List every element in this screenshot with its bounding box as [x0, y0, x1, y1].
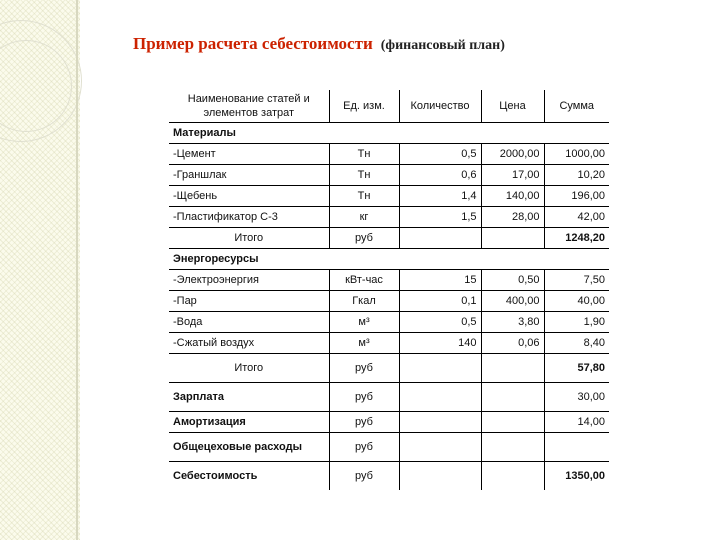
total-label: Итого — [169, 228, 329, 249]
total-unit: руб — [329, 354, 399, 383]
item-price: 2000,00 — [481, 144, 544, 165]
item-price: 3,80 — [481, 312, 544, 333]
item-name: -Вода — [169, 312, 329, 333]
page-title — [133, 34, 505, 54]
summary-row — [169, 462, 609, 491]
item-unit: Тн — [329, 165, 399, 186]
header-qty: Количество — [399, 90, 481, 123]
header-price: Цена — [481, 90, 544, 123]
cost-sum: 1350,00 — [544, 462, 609, 491]
total-row — [169, 228, 609, 249]
item-qty: 0,5 — [399, 144, 481, 165]
table-row — [169, 270, 609, 291]
salary-sum: 30,00 — [544, 383, 609, 412]
item-sum: 42,00 — [544, 207, 609, 228]
title-sub: (финансовый план) — [380, 38, 505, 53]
item-sum: 1000,00 — [544, 144, 609, 165]
empty-cell — [399, 412, 481, 433]
table-header-row — [169, 90, 609, 123]
item-price: 0,06 — [481, 333, 544, 354]
empty-cell — [399, 228, 481, 249]
item-sum: 8,40 — [544, 333, 609, 354]
item-qty: 0,6 — [399, 165, 481, 186]
table-row — [169, 312, 609, 333]
cost-table — [169, 90, 609, 490]
item-sum: 7,50 — [544, 270, 609, 291]
total-label: Итого — [169, 354, 329, 383]
item-unit: Гкал — [329, 291, 399, 312]
salary-unit: руб — [329, 383, 399, 412]
table-row — [169, 207, 609, 228]
empty-cell — [481, 354, 544, 383]
item-price: 28,00 — [481, 207, 544, 228]
item-sum: 1,90 — [544, 312, 609, 333]
empty-cell — [481, 383, 544, 412]
item-qty: 1,4 — [399, 186, 481, 207]
empty-cell — [481, 462, 544, 491]
cost-unit: руб — [329, 462, 399, 491]
header-sum: Сумма — [544, 90, 609, 123]
side-divider — [76, 0, 78, 540]
table-row — [169, 165, 609, 186]
item-qty: 0,5 — [399, 312, 481, 333]
total-sum: 57,80 — [544, 354, 609, 383]
item-unit: кг — [329, 207, 399, 228]
item-sum: 40,00 — [544, 291, 609, 312]
section-filler — [329, 249, 609, 270]
item-name: -Пластификатор С-3 — [169, 207, 329, 228]
item-price: 17,00 — [481, 165, 544, 186]
total-row — [169, 354, 609, 383]
section-row — [169, 249, 609, 270]
section-energy: Энергоресурсы — [169, 249, 329, 270]
item-unit: Тн — [329, 186, 399, 207]
amortization-unit: руб — [329, 412, 399, 433]
item-price: 400,00 — [481, 291, 544, 312]
table-row — [169, 291, 609, 312]
section-filler — [329, 123, 609, 144]
item-name: -Граншлак — [169, 165, 329, 186]
section-row — [169, 123, 609, 144]
table-row — [169, 144, 609, 165]
header-unit: Ед. изм. — [329, 90, 399, 123]
amortization-sum: 14,00 — [544, 412, 609, 433]
empty-cell — [481, 228, 544, 249]
summary-row — [169, 412, 609, 433]
item-price: 0,50 — [481, 270, 544, 291]
cost-label: Себестоимость — [173, 470, 258, 482]
item-sum: 196,00 — [544, 186, 609, 207]
empty-cell — [399, 462, 481, 491]
amortization-label: Амортизация — [169, 412, 329, 433]
empty-cell — [399, 354, 481, 383]
item-name: -Цемент — [169, 144, 329, 165]
section-materials: Материалы — [169, 123, 329, 144]
header-name: Наименование статей и элементов затрат — [169, 90, 329, 123]
item-unit: м³ — [329, 333, 399, 354]
empty-cell — [481, 412, 544, 433]
summary-row — [169, 383, 609, 412]
overhead-label: Общецеховые расходы — [169, 433, 329, 462]
title-main: Пример расчета себестоимости — [133, 34, 373, 53]
item-qty: 1,5 — [399, 207, 481, 228]
item-qty: 0,1 — [399, 291, 481, 312]
item-name: -Пар — [169, 291, 329, 312]
empty-cell — [481, 433, 544, 462]
total-unit: руб — [329, 228, 399, 249]
item-unit: Тн — [329, 144, 399, 165]
total-sum: 1248,20 — [544, 228, 609, 249]
item-unit: м³ — [329, 312, 399, 333]
overhead-sum — [544, 433, 609, 462]
overhead-unit: руб — [329, 433, 399, 462]
decorative-side-panel — [0, 0, 80, 540]
item-price: 140,00 — [481, 186, 544, 207]
summary-row — [169, 433, 609, 462]
item-sum: 10,20 — [544, 165, 609, 186]
empty-cell — [399, 433, 481, 462]
item-qty: 140 — [399, 333, 481, 354]
item-name: -Сжатый воздух — [169, 333, 329, 354]
table-row — [169, 333, 609, 354]
item-unit: кВт-час — [329, 270, 399, 291]
item-qty: 15 — [399, 270, 481, 291]
item-name: -Щебень — [169, 186, 329, 207]
empty-cell — [399, 383, 481, 412]
table-row — [169, 186, 609, 207]
item-name: -Электроэнергия — [169, 270, 329, 291]
salary-label: Зарплата — [169, 383, 329, 412]
